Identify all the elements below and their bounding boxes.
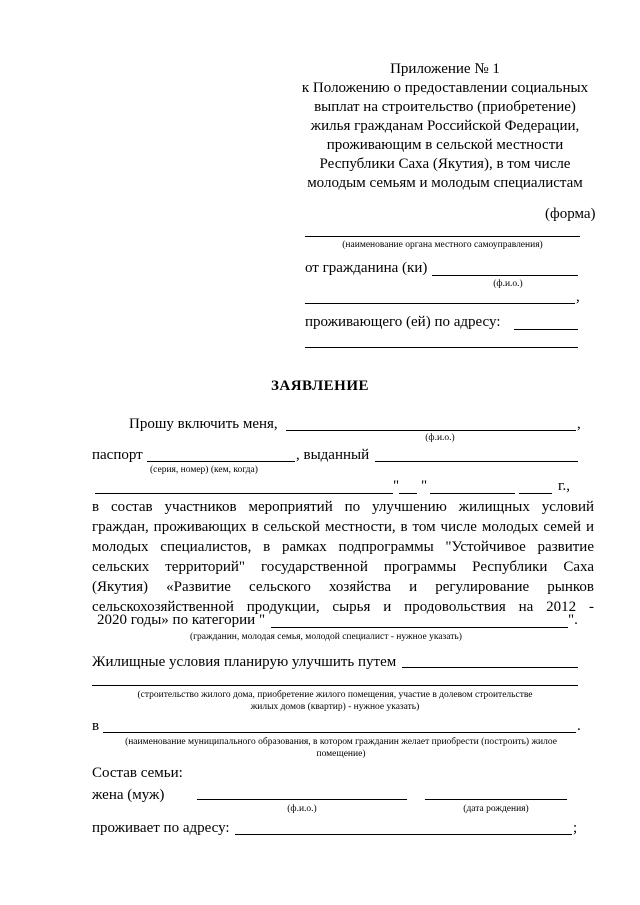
family-label: Состав семьи: — [92, 765, 183, 781]
appendix-number: Приложение № 1 — [390, 61, 500, 77]
in-label: в — [92, 718, 100, 734]
appendix-line-2: выплат на строительство (приобретение) — [314, 99, 576, 115]
fio-comma: , — [576, 289, 580, 305]
appendix-line-6: молодым семьям и молодым специалистам — [307, 175, 583, 191]
residing-label: проживающего (ей) по адресу: — [305, 314, 501, 330]
appendix-line-3: жилья гражданам Российской Федерации, — [310, 118, 580, 134]
paragraph-line-4: сельских территорий" государственной программы Республики Саха — [92, 559, 594, 575]
municipality-hint-1: (наименование муниципального образования, в котором гражданин желает приобрести (построить) жилое — [125, 737, 557, 747]
document-title: ЗАЯВЛЕНИЕ — [270, 378, 370, 394]
applicant-fio-hint: (ф.и.о.) — [425, 433, 455, 443]
passport-number-line[interactable] — [147, 461, 295, 462]
citizen-fio-line[interactable] — [432, 275, 578, 276]
citizen-fio-line-2[interactable] — [305, 303, 575, 304]
issue-day-line[interactable] — [399, 493, 417, 494]
date-quote-close: " — [421, 478, 428, 494]
appendix-line-5: Республики Саха (Якутия), в том числе — [319, 156, 571, 172]
housing-method-line[interactable] — [402, 667, 578, 668]
issue-year-line[interactable] — [519, 493, 552, 494]
paragraph-line-6: сельскохозяйственной продукции, сырья и продовольствия на 2012 - — [92, 599, 594, 615]
housing-hint-1: (строительство жилого дома, приобретение жилого помещения, участие в долевом строительстве — [137, 690, 533, 700]
request-comma: , — [577, 416, 581, 432]
municipality-end: . — [577, 718, 581, 734]
category-line[interactable] — [271, 627, 568, 628]
request-label: Прошу включить меня, — [129, 416, 278, 432]
issue-month-line[interactable] — [430, 493, 515, 494]
address-line-2[interactable] — [305, 347, 578, 348]
appendix-line-1: к Положению о предоставлении социальных — [301, 80, 589, 96]
spouse-dob-hint: (дата рождения) — [463, 804, 529, 814]
housing-hint-2: жилых домов (квартир) - нужное указать) — [250, 702, 420, 712]
paragraph-line-1: в состав участников мероприятий по улучшению жилищных условий — [92, 499, 594, 515]
from-citizen-label: от гражданина (ки) — [305, 260, 428, 276]
appendix-header — [270, 60, 620, 193]
spouse-label: жена (муж) — [92, 787, 165, 803]
paragraph-line-2: граждан, проживающих в сельской местности, в том числе молодых семей и — [92, 519, 594, 535]
lives-end: ; — [573, 820, 578, 836]
municipality-line[interactable] — [103, 732, 576, 733]
date-quote-open: " — [393, 478, 400, 494]
spouse-fio-hint: (ф.и.о.) — [287, 804, 317, 814]
issued-label: , выданный — [296, 447, 370, 463]
year-suffix: г., — [558, 478, 570, 494]
spouse-dob-line[interactable] — [425, 799, 567, 800]
form-label: (форма) — [545, 206, 596, 222]
spouse-address-line[interactable] — [235, 834, 572, 835]
appendix-line-4: проживающим в сельской местности — [326, 137, 564, 153]
spouse-fio-line[interactable] — [197, 799, 407, 800]
issuer-continuation-line[interactable] — [95, 493, 393, 494]
category-prefix: 2020 годы» по категории " — [97, 612, 266, 628]
paragraph-line-5: (Якутия) «Развитие сельского хозяйства и регулирование рынков — [92, 579, 594, 595]
address-line-1[interactable] — [514, 329, 578, 330]
housing-method-line-2[interactable] — [92, 685, 578, 686]
category-suffix: ". — [568, 612, 578, 628]
applicant-fio-line[interactable] — [286, 430, 576, 431]
organ-name-line[interactable] — [305, 236, 580, 237]
passport-label: паспорт — [92, 447, 143, 463]
passport-hint: (серия, номер) (кем, когда) — [150, 465, 258, 475]
housing-label: Жилищные условия планирую улучшить путем — [92, 654, 397, 670]
organ-name-hint: (наименование органа местного самоуправления) — [342, 240, 543, 250]
lives-label: проживает по адресу: — [92, 820, 230, 836]
category-hint: (гражданин, молодая семья, молодой специалист - нужное указать) — [190, 632, 462, 642]
citizen-fio-hint: (ф.и.о.) — [493, 279, 523, 289]
municipality-hint-2: помещение) — [316, 749, 366, 759]
paragraph-line-3: молодых специалистов, в рамках подпрограммы "Устойчивое развитие — [92, 539, 594, 555]
passport-issuer-line[interactable] — [375, 461, 578, 462]
